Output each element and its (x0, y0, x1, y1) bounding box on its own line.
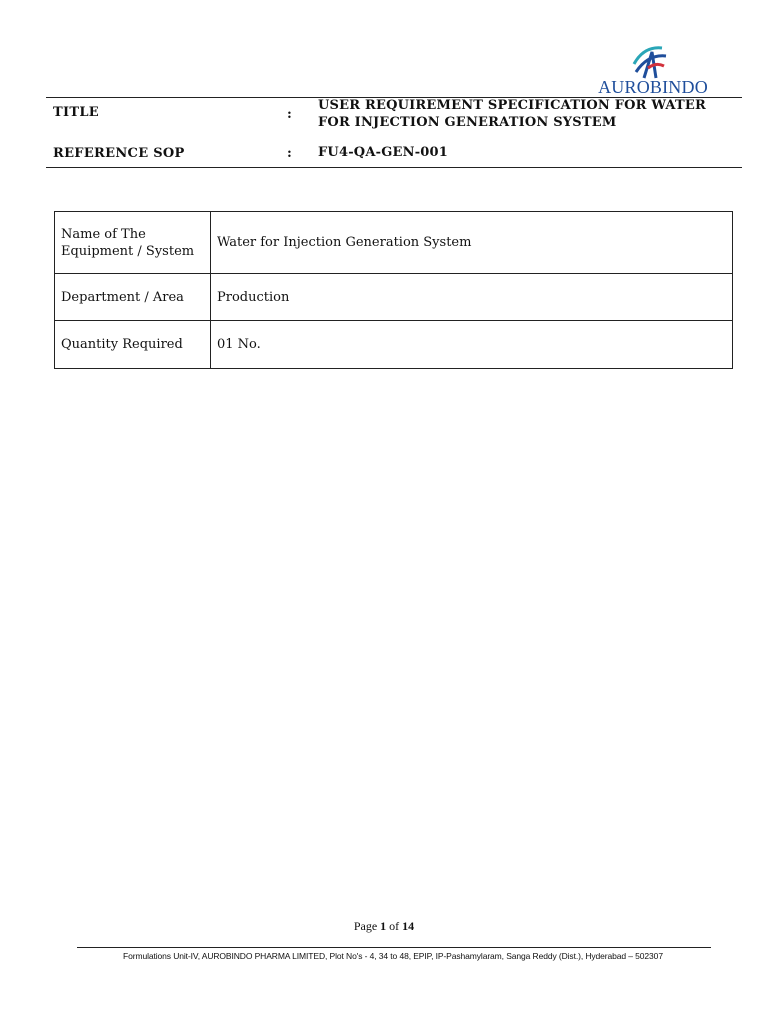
page-number (0, 919, 768, 934)
page-total: 14 (402, 919, 415, 933)
table-row (55, 321, 733, 369)
page-of: of (389, 919, 400, 933)
equipment-spec-table (54, 211, 733, 369)
reference-separator: : (287, 146, 292, 161)
spec-value-equipment: Water for Injection Generation System (211, 212, 733, 274)
company-logo (590, 42, 716, 96)
spec-value-department: Production (211, 274, 733, 321)
reference-sop-label: REFERENCE SOP (53, 146, 185, 161)
title-label: TITLE (53, 105, 99, 120)
table-row (55, 274, 733, 321)
header-bottom-rule (46, 167, 742, 168)
document-title: USER REQUIREMENT SPECIFICATION FOR WATER FOR INJECTION GENERATION SYSTEM (318, 98, 706, 130)
spec-value-quantity: 01 No. (211, 321, 733, 369)
table-row (55, 212, 733, 274)
title-separator: : (287, 107, 292, 122)
spec-label-quantity: Quantity Required (55, 321, 211, 369)
aurobindo-logo-icon (630, 42, 670, 80)
spec-label-department: Department / Area (55, 274, 211, 321)
footer-address: Formulations Unit-IV, AUROBINDO PHARMA LIMITED, Plot No's - 4, 34 to 48, EPIP, IP-Pashamylaram, Sanga Reddy (Dist.), Hyderabad – 502307 (123, 951, 663, 961)
reference-sop-value: FU4-QA-GEN-001 (318, 145, 449, 160)
page-current: 1 (380, 919, 387, 933)
footer-rule (77, 947, 711, 948)
spec-label-equipment: Name of The Equipment / System (55, 212, 211, 274)
logo-wordmark: AUROBINDO (598, 77, 708, 97)
page-prefix: Page (353, 919, 378, 933)
